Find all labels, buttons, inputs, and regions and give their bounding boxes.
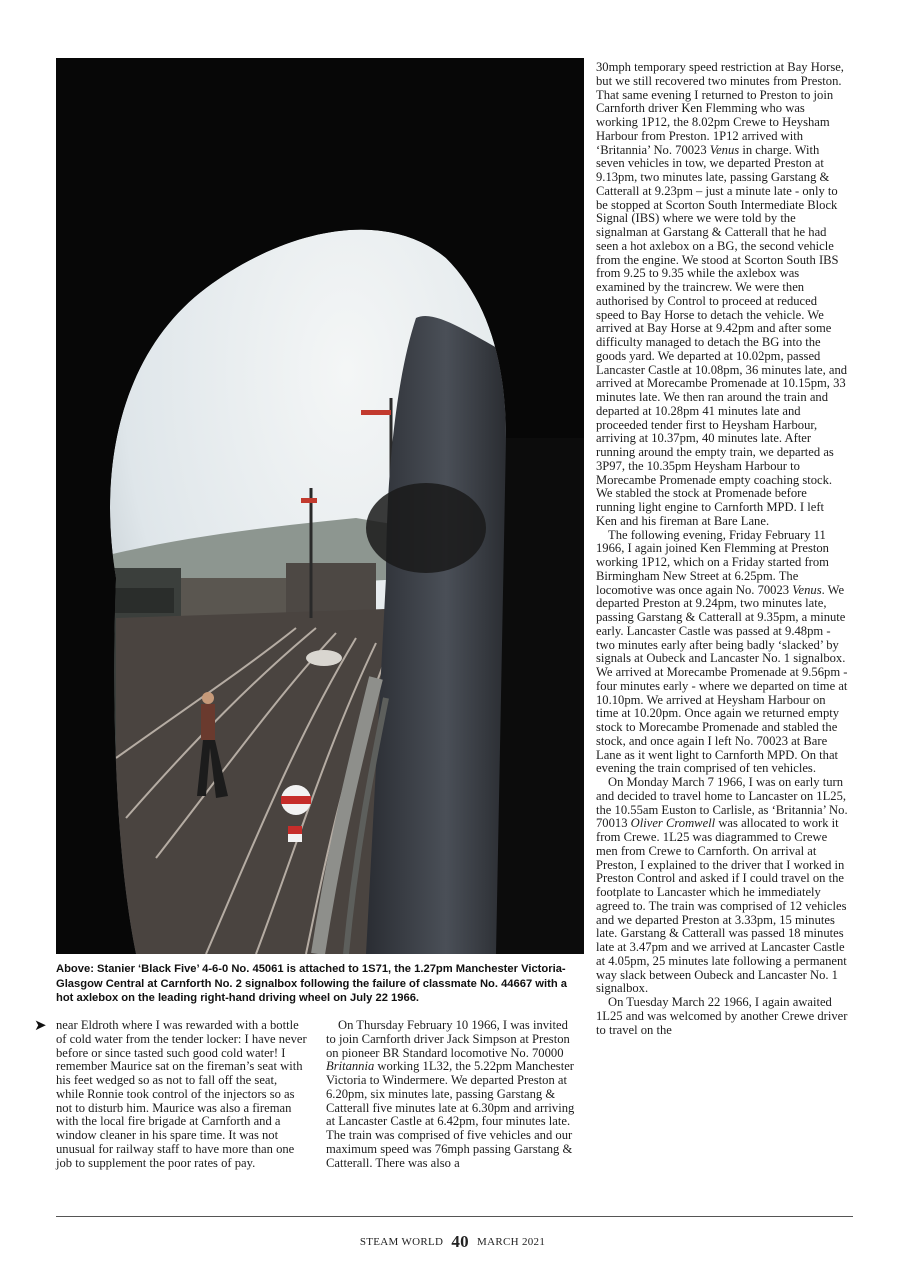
continuation-arrow-icon: ➤ [34,1016,47,1034]
photo-illustration [56,58,584,954]
paragraph: On Thursday February 10 1966, I was invited to join Carnforth driver Jack Simpson at Preston on pioneer BR Standard locomotive No. 70000 Britannia working 1L32, the 5.22pm Manchester Victoria to Windermere. We departed Preston at 6.20pm, six minutes late, passing Garstang & Catterall five minutes late at 6.30pm and arriving at Lancaster Castle at 6.42pm, four minutes late. The train was comprised of five vehicles and our maximum speed was 76mph passing Garstang & Catterall. There was also a [326,1018,575,1170]
page-footer [0,1232,905,1252]
paragraph: The following evening, Friday February 11 1966, I again joined Ken Flemming at Preston working 1P12, which on a Friday started from Birmingham New Street at 6.25pm. The locomotive was once again No. 70023 Venus. We departed Preston at 9.24pm, two minutes late, passing Garstang & Catterall at 9.35pm, a minute early. Lancaster Castle was passed at 9.48pm - two minutes early after being badly ‘slacked’ by signals at Oubeck and Lancaster No. 1 signalbox. We arrived at Morecambe Promenade at 9.56pm - four minutes early - where we departed on time at 10.10pm. We arrived at Heysham Harbour on time at 10.20pm. Once again we returned empty stock to Morecambe Promenade and stabled the stock, and once again I left No. 70023 at Bare Lane as it went light to Carnforth MPD. On that evening the train comprised of ten vehicles. [596,527,848,776]
issue-date: MARCH 2021 [477,1236,546,1248]
paragraph: On Tuesday March 22 1966, I again awaited 1L25 and was welcomed by another Crewe driver to travel on the [596,995,848,1037]
footer-rule [56,1216,853,1217]
page-number: 40 [451,1232,469,1251]
photo-caption: Above: Stanier ‘Black Five’ 4-6-0 No. 45061 is attached to 1S71, the 1.27pm Manchester Victoria-Glasgow Central at Carnforth No. 2 signalbox following the failure of classmate No. 44667 with a hot axlebox on the leading right-hand driving wheel on July 22 1966. [56,963,567,1005]
paragraph: On Monday March 7 1966, I was on early turn and decided to travel home to Lancaster on 1L25, the 10.55am Euston to Carlisle, as ‘Britannia’ No. 70013 Oliver Cromwell was allocated to work it from Crewe. 1L25 was diagrammed to Crewe men from Crewe to Carnforth. On arrival at Preston, I explained to the driver that I worked in Preston Control and asked if I could travel on the footplate to Lancaster which he immediately agreed to. The train was comprised of 12 vehicles and we departed Preston at 3.33pm, 15 minutes late. Garstang & Catterall was passed 18 minutes late at 3.47pm and we arrived at Lancaster Castle at 4.05pm, 25 minutes late following a permanent way slack between Oubeck and Lancaster No. 1 signalbox. [596,775,848,996]
paragraph: near Eldroth where I was rewarded with a bottle of cold water from the tender locker: I have never before or since tasted such good cold water! I remember Maurice sat on the fireman’s seat with his feet wedged so as not to fall off the seat, while Ronnie took control of the injectors so as not to disturb him. Maurice was also a fireman with the local fire brigade at Carnforth and a window cleaner in his spare time. It was not unusual for railway staff to have more than one job to supplement the poor rates of pay. [56,1018,307,1170]
photo-view-from-cab [56,58,584,954]
article-column-left [56,1019,308,1170]
paragraph: 30mph temporary speed restriction at Bay Horse, but we still recovered two minutes from Preston. That same evening I returned to Preston to join Carnforth driver Ken Flemming who was working 1P12, the 8.02pm Crewe to Heysham Harbour from Preston. 1P12 arrived with ‘Britannia’ No. 70023 Venus in charge. With seven vehicles in tow, we departed Preston at 9.13pm, two minutes late, passing Garstang & Catterall at 9.23pm – just a minute late - only to be stopped at Scorton South Intermediate Block Signal (IBS) where we were told by the signalman at Garstang & Catterall that he had seen a hot axlebox on a BG, the second vehicle from the engine. We stood at Scorton South IBS from 9.25 to 9.35 while the axlebox was examined by the traincrew. We were then authorised by Control to proceed at reduced speed to Bay Horse to detach the vehicle. We arrived at Bay Horse at 9.42pm and after some difficulty managed to detach the BG into the goods yard. We departed at 10.02pm, passed Lancaster Castle at 10.08pm, 36 minutes late, and arrived at Morecambe Promenade at 10.15pm, 33 minutes late. We then ran around the train and departed at 10.28pm 41 minutes late and proceeded tender first to Heysham Harbour, arriving at 10.37pm, 40 minutes late. After running around the empty train, we departed as 3P97, the 10.35pm Heysham Harbour to Morecambe Promenade empty coaching stock. We stabled the stock at Promenade before running light engine to Carnforth MPD. I left Ken and his fireman at Bare Lane. [596,60,848,528]
magazine-name: STEAM WORLD [359,1236,444,1248]
article-column-middle [326,1019,578,1170]
article-column-right [596,61,848,1037]
